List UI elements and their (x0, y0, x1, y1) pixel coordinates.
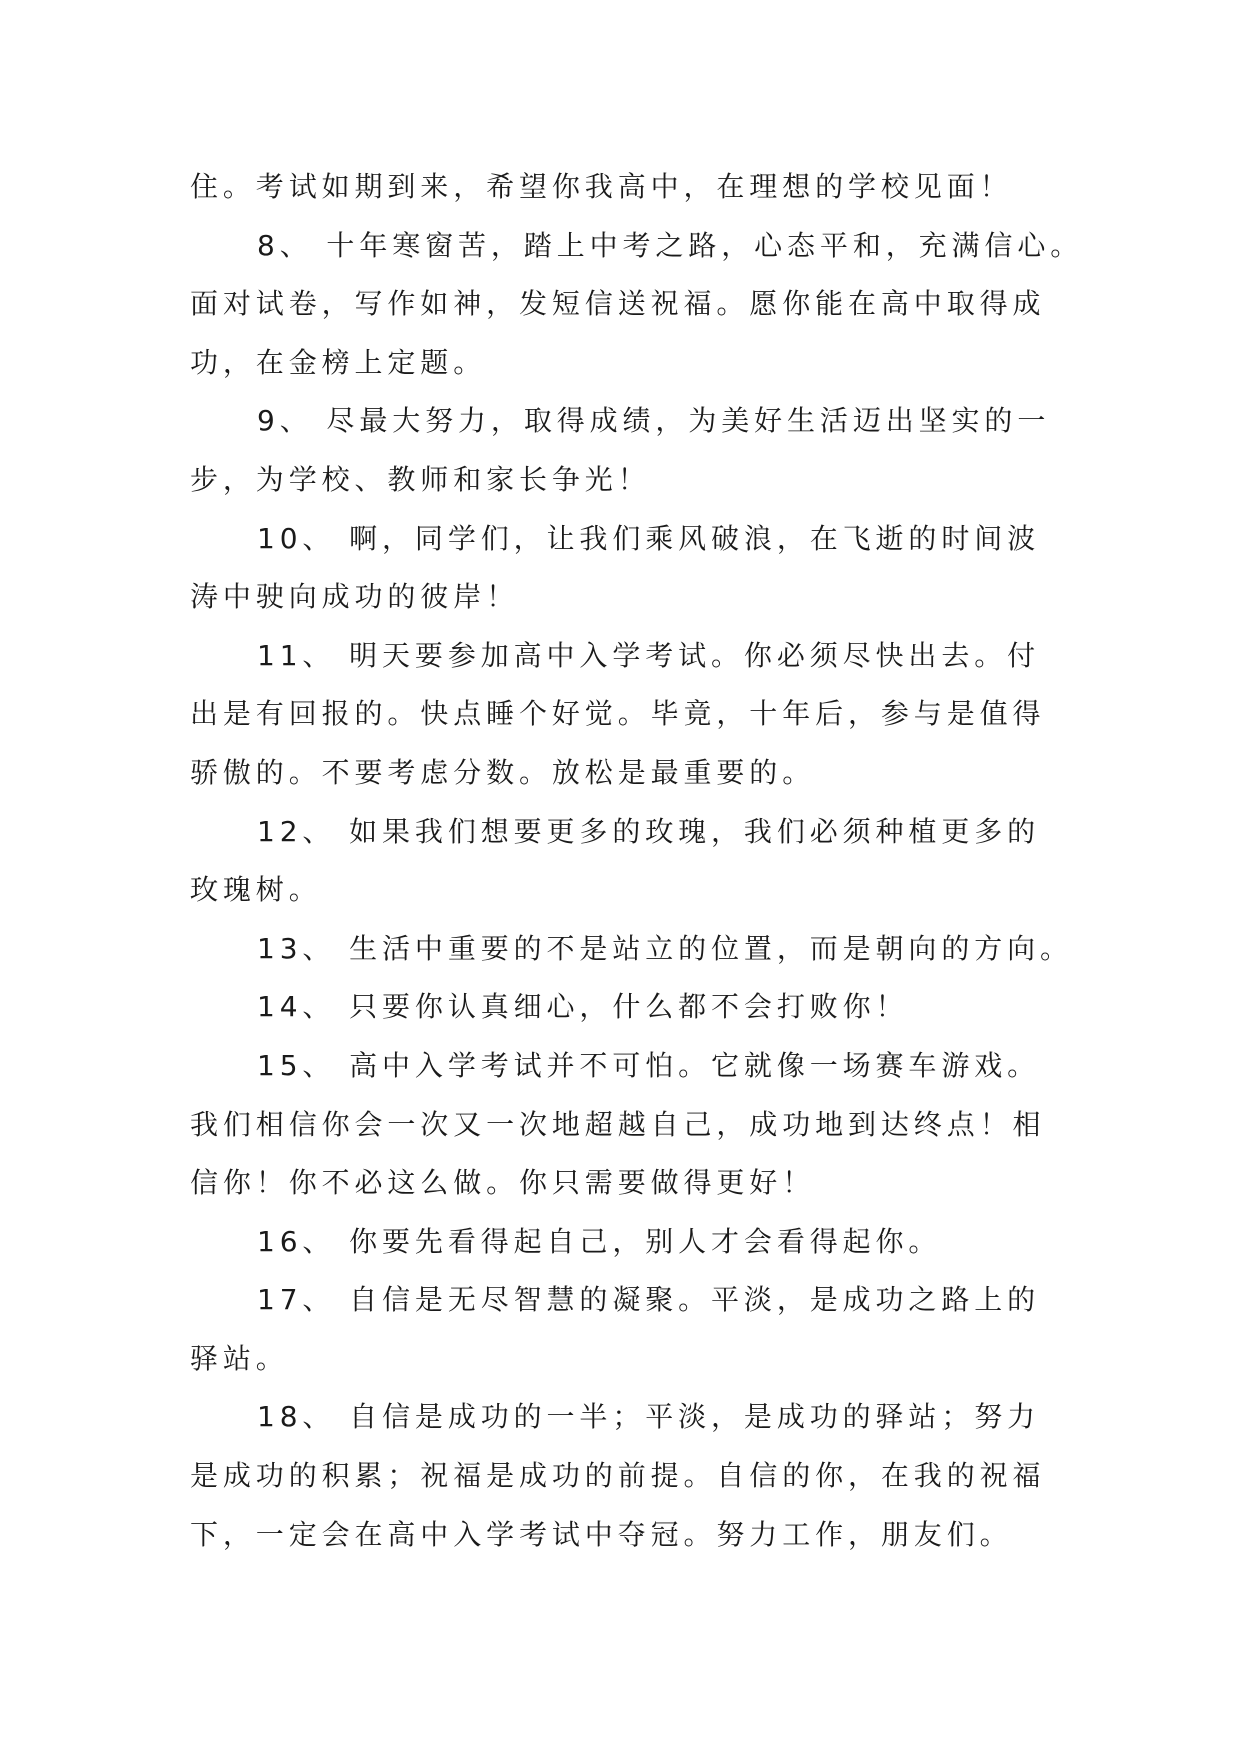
text-line: 功，在金榜上定题。 (190, 345, 487, 379)
text-line: 骄傲的。不要考虑分数。放松是最重要的。 (190, 755, 816, 789)
text-line: 下，一定会在高中入学考试中夺冠。努力工作，朋友们。 (190, 1517, 1013, 1551)
text-line: 13、 生活中重要的不是站立的位置，而是朝向的方向。 (257, 931, 1073, 965)
text-line: 步，为学校、教师和家长争光！ (190, 462, 651, 496)
text-line: 涛中驶向成功的彼岸！ (190, 580, 520, 614)
text-line: 16、 你要先看得起自己，别人才会看得起你。 (257, 1224, 942, 1258)
document-body (190, 158, 1084, 1564)
text-line: 住。考试如期到来，希望你我高中，在理想的学校见面！ (190, 170, 1013, 203)
text-line: 是成功的积累；祝福是成功的前提。自信的你，在我的祝福 (190, 1459, 1046, 1493)
text-line: 11、 明天要参加高中入学考试。你必须尽快出去。付 (257, 638, 1041, 672)
text-line: 14、 只要你认真细心，什么都不会打败你！ (257, 990, 909, 1024)
text-line: 9、 尽最大努力，取得成绩，为美好生活迈出坚实的一 (257, 404, 1051, 438)
text-line: 12、 如果我们想要更多的玫瑰，我们必须种植更多的 (257, 814, 1041, 848)
text-line: 15、 高中入学考试并不可怕。它就像一场赛车游戏。 (257, 1048, 1041, 1082)
text-line: 我们相信你会一次又一次地超越自己，成功地到达终点！相 (190, 1107, 1046, 1141)
text-line: 8、 十年寒窗苦，踏上中考之路，心态平和，充满信心。 (257, 228, 1084, 262)
text-line: 10、 啊，同学们，让我们乘风破浪，在飞逝的时间波 (257, 521, 1041, 555)
text-line: 信你！你不必这么做。你只需要做得更好！ (190, 1166, 816, 1200)
text-line: 驿站。 (190, 1341, 289, 1375)
text-line: 面对试卷，写作如神，发短信送祝福。愿你能在高中取得成 (190, 287, 1046, 321)
text-line: 玫瑰树。 (190, 873, 322, 907)
text-line: 出是有回报的。快点睡个好觉。毕竟，十年后，参与是值得 (190, 697, 1046, 731)
text-line: 17、 自信是无尽智慧的凝聚。平淡，是成功之路上的 (257, 1283, 1041, 1317)
text-line: 18、 自信是成功的一半；平淡，是成功的驿站；努力 (257, 1400, 1041, 1434)
